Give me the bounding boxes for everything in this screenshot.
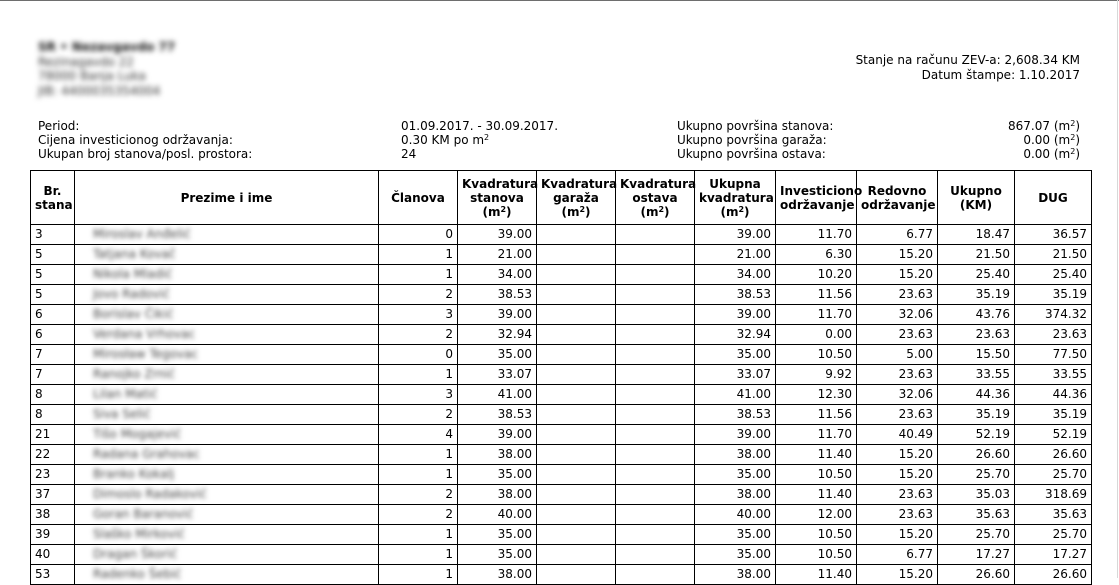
col-area-garages-cell (537, 385, 616, 405)
col-area-storage-cell (616, 405, 695, 425)
col-apartment-no-cell: 23 (31, 465, 75, 485)
col-apartment-no-cell: 8 (31, 385, 75, 405)
col-total-km-cell: 15.50 (938, 345, 1015, 365)
col-investment-maintenance-cell: 11.56 (776, 285, 857, 305)
resident-name: Nikola Mladić (93, 267, 173, 281)
col-investment-maintenance-cell: 11.56 (776, 405, 857, 425)
resident-name: Borislav Čikić (93, 307, 174, 321)
col-area-storage-cell (616, 485, 695, 505)
col-investment-maintenance-cell: 11.40 (776, 445, 857, 465)
col-area-storage-cell (616, 245, 695, 265)
col-debt-cell: 36.57 (1015, 225, 1092, 245)
col-total-km-cell: 44.36 (938, 385, 1015, 405)
col-total-km-cell: 18.47 (938, 225, 1015, 245)
resident-name: Dimoslo Radaković (93, 487, 207, 501)
col-full-name-cell (75, 545, 379, 565)
col-area-storage-cell (616, 265, 695, 285)
col-area-apartments-cell: 35.00 (458, 465, 537, 485)
table-row (31, 445, 1092, 465)
garages-area-label: Ukupno površina garaža: (677, 133, 827, 147)
col-total-km-cell: 26.60 (938, 445, 1015, 465)
col-apartment-no-header: Br. stana (31, 171, 75, 225)
table-body (31, 225, 1092, 585)
resident-name: Tatjana Kovač (93, 247, 176, 261)
col-debt-cell: 25.70 (1015, 525, 1092, 545)
col-total-area-cell: 35.00 (695, 465, 776, 485)
resident-name: Radana Grahovac (93, 447, 200, 461)
col-full-name-cell (75, 325, 379, 345)
col-area-garages-cell (537, 405, 616, 425)
col-total-area-cell: 34.00 (695, 265, 776, 285)
resident-name: Ranojko Zrnić (93, 367, 175, 381)
account-balance: Stanje na računu ZEV-a: 2,608.34 KM (855, 53, 1080, 67)
table-row (31, 285, 1092, 305)
col-apartment-no-cell: 5 (31, 285, 75, 305)
col-total-area-cell: 33.07 (695, 365, 776, 385)
table-row (31, 565, 1092, 585)
top-border-line (0, 0, 1119, 1)
col-area-storage-cell (616, 345, 695, 365)
col-members-cell: 3 (379, 385, 458, 405)
col-area-garages-header: Kvadratura garaža $(m^2)$ (537, 171, 616, 225)
col-regular-maintenance-header: Redovno održavanje (857, 171, 938, 225)
resident-name: Branko Kokalj (93, 467, 175, 481)
col-total-km-cell: 21.50 (938, 245, 1015, 265)
col-regular-maintenance-cell: 6.77 (857, 545, 938, 565)
col-total-area-header: Ukupna kvadratura $(m^2)$ (695, 171, 776, 225)
col-total-area-cell: 38.00 (695, 445, 776, 465)
col-debt-cell: 21.50 (1015, 245, 1092, 265)
col-apartment-no-cell: 53 (31, 565, 75, 585)
col-area-apartments-cell: 38.53 (458, 405, 537, 425)
unit-count-value: 24 (401, 147, 417, 161)
col-area-storage-cell (616, 365, 695, 385)
resident-name: Goran Baranović (93, 507, 194, 521)
col-investment-maintenance-cell: 11.70 (776, 225, 857, 245)
company-city: 78000 Banja Luka (38, 69, 146, 83)
col-area-garages-cell (537, 425, 616, 445)
col-area-storage-cell (616, 505, 695, 525)
col-investment-maintenance-cell: 11.40 (776, 565, 857, 585)
col-debt-cell: 35.19 (1015, 405, 1092, 425)
col-area-storage-cell (616, 285, 695, 305)
col-total-area-cell: 35.00 (695, 545, 776, 565)
col-apartment-no-cell: 7 (31, 365, 75, 385)
col-total-area-cell: 40.00 (695, 505, 776, 525)
resident-name: Verdana Vrhovac (93, 327, 196, 341)
col-regular-maintenance-cell: 15.20 (857, 245, 938, 265)
table-header-row (31, 171, 1092, 225)
col-area-storage-cell (616, 425, 695, 445)
col-area-apartments-cell: 38.00 (458, 445, 537, 465)
col-area-garages-cell (537, 465, 616, 485)
col-total-km-cell: 23.63 (938, 325, 1015, 345)
col-area-apartments-cell: 40.00 (458, 505, 537, 525)
col-members-cell: 2 (379, 485, 458, 505)
col-area-garages-cell (537, 245, 616, 265)
col-members-cell: 0 (379, 225, 458, 245)
col-area-garages-cell (537, 365, 616, 385)
col-total-km-cell: 26.60 (938, 565, 1015, 585)
col-area-garages-cell (537, 325, 616, 345)
col-area-apartments-cell: 35.00 (458, 545, 537, 565)
col-area-garages-cell (537, 285, 616, 305)
table-row (31, 485, 1092, 505)
resident-name: Dragan Škorić (93, 547, 178, 561)
col-total-area-cell: 38.00 (695, 485, 776, 505)
col-apartment-no-cell: 40 (31, 545, 75, 565)
col-regular-maintenance-cell: 15.20 (857, 445, 938, 465)
col-investment-maintenance-cell: 10.50 (776, 345, 857, 365)
col-area-apartments-cell: 34.00 (458, 265, 537, 285)
col-full-name-cell (75, 485, 379, 505)
col-members-cell: 4 (379, 425, 458, 445)
col-area-apartments-cell: 39.00 (458, 305, 537, 325)
col-total-km-cell: 33.55 (938, 365, 1015, 385)
col-total-area-cell: 32.94 (695, 325, 776, 345)
col-area-apartments-cell: 39.00 (458, 225, 537, 245)
company-name: SR • Nezavgavdo 77 (38, 40, 176, 54)
col-area-apartments-header: Kvadratura stanova $(m^2)$ (458, 171, 537, 225)
period-label: Period: (38, 119, 80, 133)
resident-name: Miroslav Anđelić (93, 227, 191, 241)
col-full-name-cell (75, 245, 379, 265)
col-members-cell: 3 (379, 305, 458, 325)
table-row (31, 525, 1092, 545)
col-total-area-cell: 35.00 (695, 525, 776, 545)
right-edge-line (1117, 0, 1118, 578)
col-full-name-cell (75, 425, 379, 445)
col-area-apartments-cell: 32.94 (458, 325, 537, 345)
area-values (960, 119, 1080, 161)
garages-area-value: 0.00 $(m^2)$ (1023, 133, 1080, 147)
col-regular-maintenance-cell: 15.20 (857, 565, 938, 585)
col-investment-maintenance-cell: 12.00 (776, 505, 857, 525)
col-area-garages-cell (537, 545, 616, 565)
col-apartment-no-cell: 5 (31, 265, 75, 285)
col-regular-maintenance-cell: 32.06 (857, 385, 938, 405)
col-total-area-cell: 41.00 (695, 385, 776, 405)
table-row (31, 545, 1092, 565)
resident-name: Jovo Radović (93, 287, 170, 301)
col-investment-maintenance-cell: 6.30 (776, 245, 857, 265)
col-full-name-cell (75, 465, 379, 485)
resident-name: Tišo Mogajević (93, 427, 182, 441)
col-regular-maintenance-cell: 32.06 (857, 305, 938, 325)
col-apartment-no-cell: 39 (31, 525, 75, 545)
print-date: Datum štampe: 1.10.2017 (921, 67, 1080, 82)
col-members-cell: 1 (379, 565, 458, 585)
col-members-cell: 1 (379, 445, 458, 465)
company-header (38, 40, 175, 98)
table-row (31, 365, 1092, 385)
apartments-area-value: 867.07 $(m^2)$ (1008, 119, 1080, 133)
col-area-storage-cell (616, 545, 695, 565)
col-full-name-cell (75, 305, 379, 325)
info-values (401, 119, 558, 161)
col-regular-maintenance-cell: 40.49 (857, 425, 938, 445)
col-regular-maintenance-cell: 5.00 (857, 345, 938, 365)
table-row (31, 245, 1092, 265)
col-investment-maintenance-cell: 11.70 (776, 425, 857, 445)
col-debt-cell: 33.55 (1015, 365, 1092, 385)
col-apartment-no-cell: 37 (31, 485, 75, 505)
col-members-cell: 1 (379, 525, 458, 545)
col-debt-cell: 77.50 (1015, 345, 1092, 365)
col-full-name-cell (75, 405, 379, 425)
col-debt-cell: 374.32 (1015, 305, 1092, 325)
col-area-storage-cell (616, 465, 695, 485)
apartments-area-label: Ukupno površina stanova: (677, 119, 834, 133)
col-debt-cell: 26.60 (1015, 565, 1092, 585)
col-members-cell: 1 (379, 365, 458, 385)
col-members-cell: 1 (379, 545, 458, 565)
table-row (31, 505, 1092, 525)
investment-price-label: Cijena investicionog održavanja: (38, 133, 233, 147)
col-regular-maintenance-cell: 23.63 (857, 285, 938, 305)
table-row (31, 385, 1092, 405)
col-total-km-cell: 25.70 (938, 525, 1015, 545)
col-debt-cell: 52.19 (1015, 425, 1092, 445)
col-apartment-no-cell: 38 (31, 505, 75, 525)
col-full-name-header: Prezime i ime (75, 171, 379, 225)
col-area-garages-cell (537, 525, 616, 545)
col-area-storage-cell (616, 325, 695, 345)
resident-name: Radenko Šebić (93, 567, 182, 581)
col-regular-maintenance-cell: 15.20 (857, 265, 938, 285)
col-investment-maintenance-cell: 10.50 (776, 545, 857, 565)
col-debt-cell: 23.63 (1015, 325, 1092, 345)
info-labels (38, 119, 252, 161)
col-members-cell: 2 (379, 505, 458, 525)
col-members-cell: 0 (379, 345, 458, 365)
col-full-name-cell (75, 565, 379, 585)
col-area-storage-cell (616, 225, 695, 245)
col-members-cell: 2 (379, 405, 458, 425)
company-address: Rezinagavdo 22 (38, 54, 134, 69)
col-members-cell: 1 (379, 265, 458, 285)
col-total-km-header: Ukupno (KM) (938, 171, 1015, 225)
col-members-cell: 2 (379, 285, 458, 305)
col-area-apartments-cell: 35.00 (458, 525, 537, 545)
col-total-km-cell: 35.63 (938, 505, 1015, 525)
col-area-storage-cell (616, 525, 695, 545)
col-investment-maintenance-cell: 10.50 (776, 525, 857, 545)
storage-area-label: Ukupno površina ostava: (677, 147, 826, 161)
col-debt-cell: 17.27 (1015, 545, 1092, 565)
col-area-garages-cell (537, 445, 616, 465)
col-total-area-cell: 39.00 (695, 225, 776, 245)
resident-name: Siva Selić (93, 407, 151, 421)
table-row (31, 345, 1092, 365)
col-regular-maintenance-cell: 23.63 (857, 365, 938, 385)
col-apartment-no-cell: 8 (31, 405, 75, 425)
col-regular-maintenance-cell: 23.63 (857, 505, 938, 525)
table-row (31, 325, 1092, 345)
account-summary (760, 53, 1080, 82)
col-debt-cell: 35.63 (1015, 505, 1092, 525)
apartments-table (30, 170, 1092, 585)
col-full-name-cell (75, 525, 379, 545)
table-row (31, 405, 1092, 425)
resident-name: Mirosław Tegovac (93, 347, 199, 361)
col-apartment-no-cell: 7 (31, 345, 75, 365)
col-area-garages-cell (537, 345, 616, 365)
col-investment-maintenance-cell: 0.00 (776, 325, 857, 345)
col-total-km-cell: 35.19 (938, 405, 1015, 425)
col-debt-cell: 26.60 (1015, 445, 1092, 465)
col-area-apartments-cell: 35.00 (458, 345, 537, 365)
col-area-storage-cell (616, 305, 695, 325)
col-regular-maintenance-cell: 6.77 (857, 225, 938, 245)
area-labels (677, 119, 833, 161)
col-area-storage-cell (616, 385, 695, 405)
col-regular-maintenance-cell: 23.63 (857, 485, 938, 505)
col-regular-maintenance-cell: 15.20 (857, 525, 938, 545)
col-total-area-cell: 38.00 (695, 565, 776, 585)
col-apartment-no-cell: 22 (31, 445, 75, 465)
col-total-km-cell: 17.27 (938, 545, 1015, 565)
col-investment-maintenance-cell: 11.40 (776, 485, 857, 505)
col-area-garages-cell (537, 265, 616, 285)
col-full-name-cell (75, 225, 379, 245)
col-investment-maintenance-cell: 11.70 (776, 305, 857, 325)
col-area-apartments-cell: 38.00 (458, 565, 537, 585)
col-total-area-cell: 38.53 (695, 405, 776, 425)
col-investment-maintenance-cell: 9.92 (776, 365, 857, 385)
col-apartment-no-cell: 3 (31, 225, 75, 245)
table-row (31, 305, 1092, 325)
col-area-garages-cell (537, 305, 616, 325)
col-total-km-cell: 35.03 (938, 485, 1015, 505)
investment-price-value: 0.30 KM po $m^2$ (401, 133, 490, 147)
col-apartment-no-cell: 6 (31, 305, 75, 325)
resident-name: Lilan Matić (93, 387, 158, 401)
col-debt-cell: 25.70 (1015, 465, 1092, 485)
unit-count-label: Ukupan broj stanova/posl. prostora: (38, 147, 253, 161)
col-regular-maintenance-cell: 23.63 (857, 405, 938, 425)
col-regular-maintenance-cell: 23.63 (857, 325, 938, 345)
col-full-name-cell (75, 365, 379, 385)
col-total-km-cell: 25.40 (938, 265, 1015, 285)
resident-name: Slaško Mirković (93, 527, 185, 541)
col-total-area-cell: 39.00 (695, 305, 776, 325)
col-investment-maintenance-cell: 10.20 (776, 265, 857, 285)
col-area-apartments-cell: 38.00 (458, 485, 537, 505)
col-members-cell: 1 (379, 245, 458, 265)
col-members-cell: 2 (379, 325, 458, 345)
col-total-area-cell: 21.00 (695, 245, 776, 265)
col-investment-maintenance-cell: 10.50 (776, 465, 857, 485)
col-total-area-cell: 39.00 (695, 425, 776, 445)
col-debt-cell: 25.40 (1015, 265, 1092, 285)
period-value: 01.09.2017. - 30.09.2017. (401, 119, 559, 133)
col-full-name-cell (75, 265, 379, 285)
col-members-header: Članova (379, 171, 458, 225)
col-total-area-cell: 38.53 (695, 285, 776, 305)
col-full-name-cell (75, 505, 379, 525)
col-area-apartments-cell: 41.00 (458, 385, 537, 405)
col-area-apartments-cell: 33.07 (458, 365, 537, 385)
col-full-name-cell (75, 385, 379, 405)
col-apartment-no-cell: 6 (31, 325, 75, 345)
col-total-km-cell: 52.19 (938, 425, 1015, 445)
col-full-name-cell (75, 445, 379, 465)
col-apartment-no-cell: 5 (31, 245, 75, 265)
col-area-storage-cell (616, 565, 695, 585)
col-area-storage-cell (616, 445, 695, 465)
col-investment-maintenance-cell: 12.30 (776, 385, 857, 405)
col-area-apartments-cell: 38.53 (458, 285, 537, 305)
table-row (31, 265, 1092, 285)
company-id: JIB: 4400035354004 (38, 83, 161, 98)
col-total-area-cell: 35.00 (695, 345, 776, 365)
col-full-name-cell (75, 285, 379, 305)
col-investment-maintenance-header: Investiciono održavanje (776, 171, 857, 225)
col-debt-cell: 44.36 (1015, 385, 1092, 405)
col-apartment-no-cell: 21 (31, 425, 75, 445)
col-total-km-cell: 43.76 (938, 305, 1015, 325)
col-members-cell: 1 (379, 465, 458, 485)
col-total-km-cell: 25.70 (938, 465, 1015, 485)
table-row (31, 465, 1092, 485)
storage-area-value: 0.00 $(m^2)$ (1023, 147, 1080, 161)
col-debt-cell: 35.19 (1015, 285, 1092, 305)
col-total-km-cell: 35.19 (938, 285, 1015, 305)
table-row (31, 225, 1092, 245)
col-area-storage-header: Kvadratura ostava $(m^2)$ (616, 171, 695, 225)
col-area-apartments-cell: 21.00 (458, 245, 537, 265)
col-area-garages-cell (537, 485, 616, 505)
table-row (31, 425, 1092, 445)
col-area-garages-cell (537, 225, 616, 245)
col-area-apartments-cell: 39.00 (458, 425, 537, 445)
col-regular-maintenance-cell: 15.20 (857, 465, 938, 485)
col-area-garages-cell (537, 505, 616, 525)
col-debt-header: DUG (1015, 171, 1092, 225)
col-area-garages-cell (537, 565, 616, 585)
col-full-name-cell (75, 345, 379, 365)
col-debt-cell: 318.69 (1015, 485, 1092, 505)
